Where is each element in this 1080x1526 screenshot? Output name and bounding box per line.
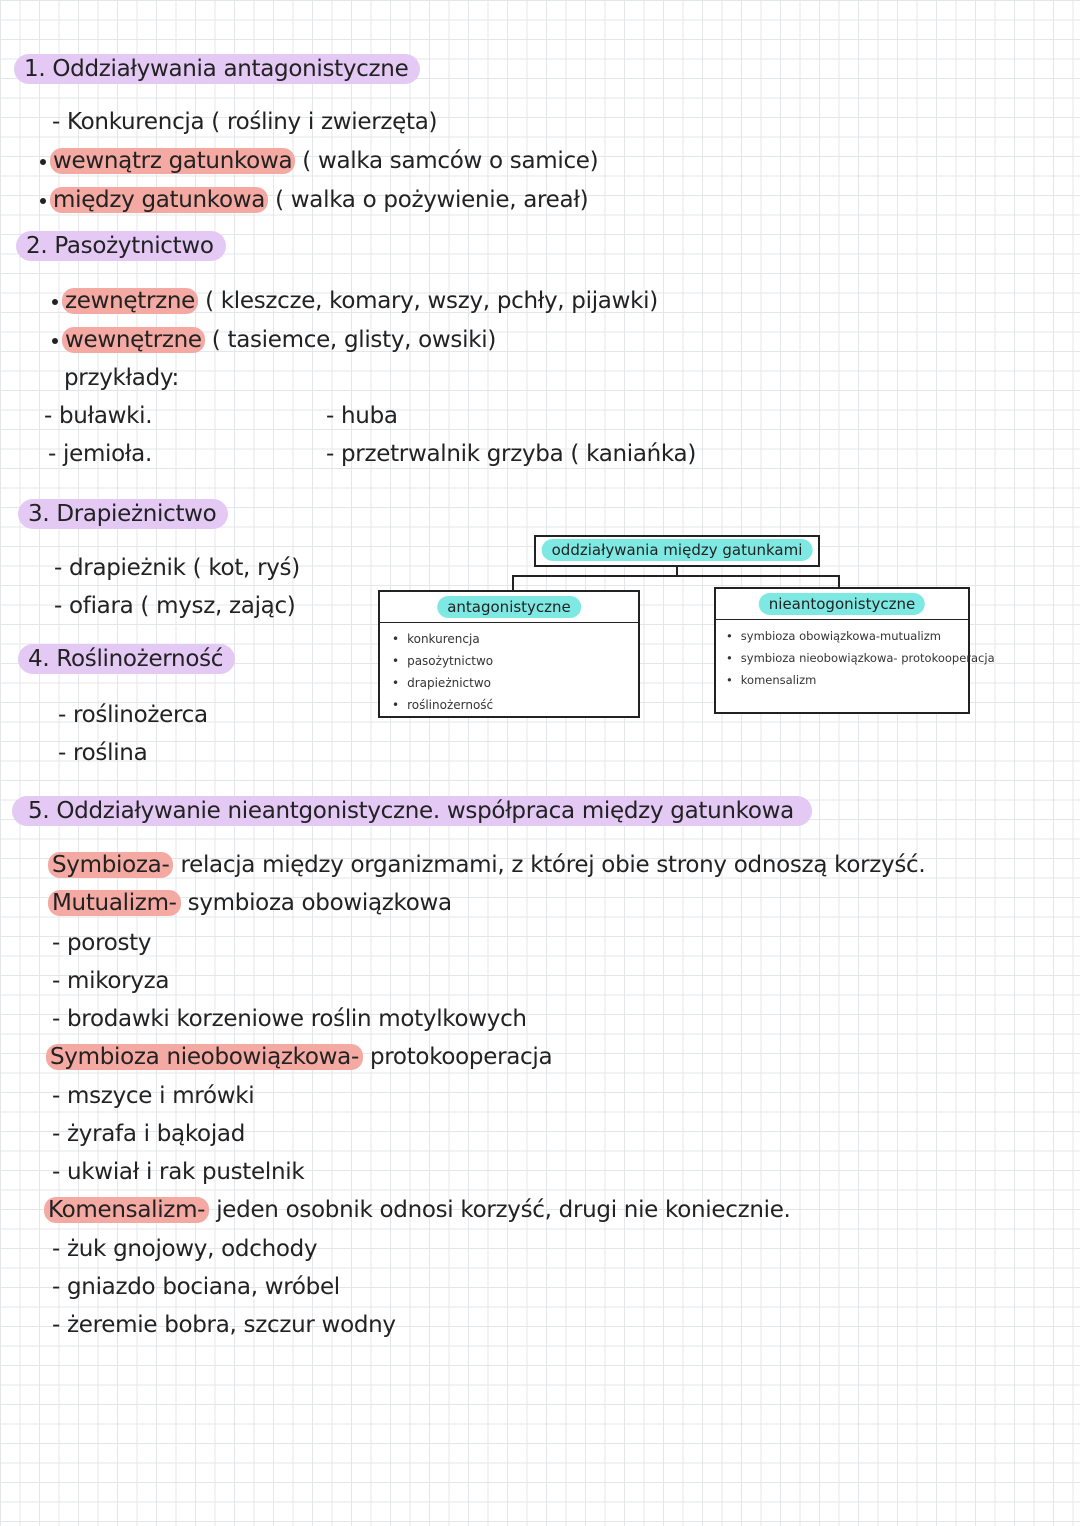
example-4: - przetrwalnik grzyba ( kaniańka) (326, 441, 697, 467)
diagram-right-box (714, 587, 995, 714)
mutualism-example-1: - porosty (52, 930, 152, 956)
symbiosis-line (48, 850, 925, 880)
left-box-title: antagonistyczne (437, 596, 581, 618)
list-item: • komensalizm (726, 669, 995, 691)
predator-line: - drapieżnik ( kot, ryś) (54, 555, 300, 581)
external-parasites-line (52, 286, 658, 316)
protocooperation-example-2: - żyrafa i bąkojad (52, 1121, 245, 1147)
commensalism-example-2: - gniazdo bociana, wróbel (52, 1274, 340, 1300)
list-item: • roślinożerność (392, 694, 493, 716)
symbiosis-desc: relacja między organizmami, z której obie strony odnoszą korzyść. (173, 852, 926, 878)
connector-vertical (676, 565, 678, 575)
mutualism-desc: symbioza obowiązkowa (180, 890, 452, 916)
left-box-header (380, 592, 638, 623)
external-highlight: zewnętrzne (62, 288, 198, 314)
diagram-root-box (534, 535, 820, 567)
protocooperation-line (46, 1042, 552, 1072)
competition-line: - Konkurencja ( rośliny i zwierzęta) (52, 109, 438, 135)
commensalism-example-3: - żeremie bobra, szczur wodny (52, 1312, 396, 1338)
plant-line: - roślina (58, 740, 148, 766)
example-3: - huba (326, 403, 398, 429)
external-desc: ( kleszcze, komary, wszy, pchły, pijawki) (205, 288, 658, 314)
section-3-title: 3. Drapieżnictwo (18, 499, 228, 529)
protocooperation-desc: protokooperacja (362, 1044, 553, 1070)
list-item: • symbioza obowiązkowa-mutualizm (726, 625, 995, 647)
commensalism-desc: jeden osobnik odnosi korzyść, drugi nie koniecznie. (209, 1197, 791, 1223)
list-item: • symbioza nieobowiązkowa- protokooperacja (726, 647, 995, 669)
protocooperation-highlight: Symbioza nieobowiązkowa- (46, 1044, 363, 1070)
section-1-title: 1. Oddziaływania antagonistyczne (14, 54, 420, 84)
list-item: • pasożytnictwo (392, 650, 493, 672)
commensalism-highlight: Komensalizm- (44, 1197, 209, 1223)
right-box-header (716, 589, 968, 620)
commensalism-line (44, 1195, 791, 1225)
symbiosis-highlight: Symbioza- (48, 852, 173, 878)
diagram-left-box (378, 590, 640, 718)
herbivore-line: - roślinożerca (58, 702, 208, 728)
internal-parasites-line (52, 325, 496, 355)
right-box-title: nieantogonistyczne (759, 593, 925, 615)
protocooperation-example-1: - mszyce i mrówki (52, 1083, 255, 1109)
interspecific-highlight: między gatunkowa (50, 187, 268, 213)
left-box-list (392, 628, 493, 716)
commensalism-example-1: - żuk gnojowy, odchody (52, 1236, 318, 1262)
right-box-list (726, 625, 995, 691)
internal-highlight: wewnętrzne (62, 327, 205, 353)
connector-horizontal (512, 575, 840, 577)
mutualism-line (48, 888, 452, 918)
interspecific-desc: ( walka o pożywienie, areał) (275, 187, 589, 213)
list-item: • drapieżnictwo (392, 672, 493, 694)
section-2-title: 2. Pasożytnictwo (16, 231, 226, 261)
bullet-icon (52, 338, 58, 344)
diagram-root-label: oddziaływania między gatunkami (542, 539, 813, 561)
section-5-title: 5. Oddziaływanie nieantgonistyczne. współpraca między gatunkowa (12, 796, 812, 826)
prey-line: - ofiara ( mysz, zając) (54, 593, 296, 619)
section-4-title: 4. Roślinożerność (18, 644, 235, 674)
mutualism-highlight: Mutualizm- (48, 890, 181, 916)
example-2: - jemioła. (48, 441, 152, 467)
list-item: • konkurencja (392, 628, 493, 650)
mutualism-example-2: - mikoryza (52, 968, 170, 994)
example-1: - buławki. (44, 403, 153, 429)
internal-desc: ( tasiemce, glisty, owsiki) (211, 327, 496, 353)
mutualism-example-3: - brodawki korzeniowe roślin motylkowych (52, 1006, 527, 1032)
interspecific-line (40, 185, 588, 215)
protocooperation-example-3: - ukwiał i rak pustelnik (52, 1159, 305, 1185)
intraspecific-desc: ( walka samców o samice) (302, 148, 599, 174)
bullet-icon (40, 159, 46, 165)
examples-label: przykłady: (64, 365, 179, 391)
bullet-icon (52, 299, 58, 305)
bullet-icon (40, 198, 46, 204)
intraspecific-line (40, 146, 598, 176)
intraspecific-highlight: wewnątrz gatunkowa (50, 148, 295, 174)
connector-left (512, 575, 514, 591)
